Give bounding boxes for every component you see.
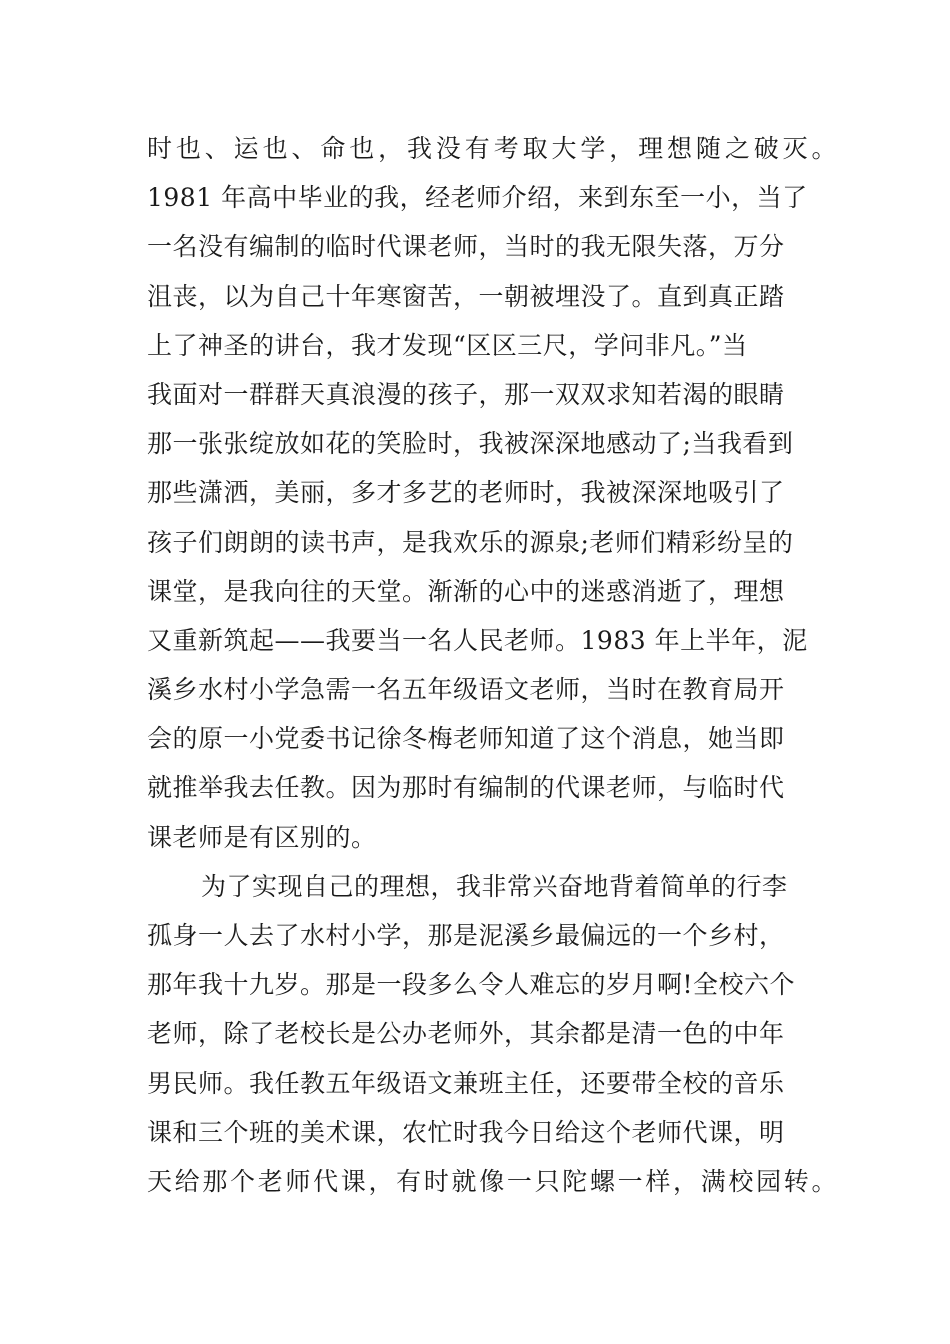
text-line: 沮丧，以为自己十年寒窗苦，一朝被埋没了。直到真正踏 bbox=[147, 281, 785, 311]
text-line: 那一张张绽放如花的笑脸时，我被深深地感动了;当我看到 bbox=[147, 429, 794, 459]
text-line: 孩子们朗朗的读书声，是我欢乐的源泉;老师们精彩纷呈的 bbox=[147, 527, 794, 557]
text-line: 时也、运也、命也，我没有考取大学，理想随之破灭。 bbox=[147, 134, 837, 163]
text-line: 溪乡水村小学急需一名五年级语文老师，当时在教育局开 bbox=[147, 675, 785, 705]
text-line: 那年我十九岁。那是一段多么令人难忘的岁月啊!全校六个 bbox=[147, 970, 796, 1000]
text-line: 1981 年高中毕业的我，经老师介绍，来到东至一小，当了 bbox=[147, 183, 808, 213]
text-line: 会的原一小党委书记徐冬梅老师知道了这个消息，她当即 bbox=[147, 724, 785, 754]
text-line: 我面对一群群天真浪漫的孩子，那一双双求知若渴的眼睛 bbox=[147, 379, 785, 409]
text-line: 又重新筑起——我要当一名人民老师。1983 年上半年，泥 bbox=[147, 625, 808, 655]
text-line: 天给那个老师代课，有时就像一只陀螺一样，满校园转。 bbox=[147, 1166, 837, 1196]
text-line: 课老师是有区别的。 bbox=[147, 822, 377, 852]
text-line: 课和三个班的美术课，农忙时我今日给这个老师代课，明 bbox=[147, 1117, 785, 1147]
text-line: 孤身一人去了水村小学，那是泥溪乡最偏远的一个乡村， bbox=[147, 921, 785, 950]
text-line: 上了神圣的讲台，我才发现“区区三尺，学问非凡。”当 bbox=[147, 330, 748, 360]
text-line: 男民师。我任教五年级语文兼班主任，还要带全校的音乐 bbox=[147, 1068, 785, 1098]
text-line: 一名没有编制的临时代课老师，当时的我无限失落，万分 bbox=[147, 232, 785, 262]
text-line: 就推举我去任教。因为那时有编制的代课老师，与临时代 bbox=[147, 773, 785, 803]
text-line: 课堂，是我向往的天堂。渐渐的心中的迷惑消逝了，理想 bbox=[147, 576, 785, 606]
text-line: 老师，除了老校长是公办老师外，其余都是清一色的中年 bbox=[147, 1019, 785, 1049]
body-text bbox=[147, 124, 837, 1206]
text-line: 那些潇洒，美丽，多才多艺的老师时，我被深深地吸引了 bbox=[147, 478, 785, 508]
paragraph-start-line: 为了实现自己的理想，我非常兴奋地背着简单的行李 bbox=[201, 871, 788, 901]
